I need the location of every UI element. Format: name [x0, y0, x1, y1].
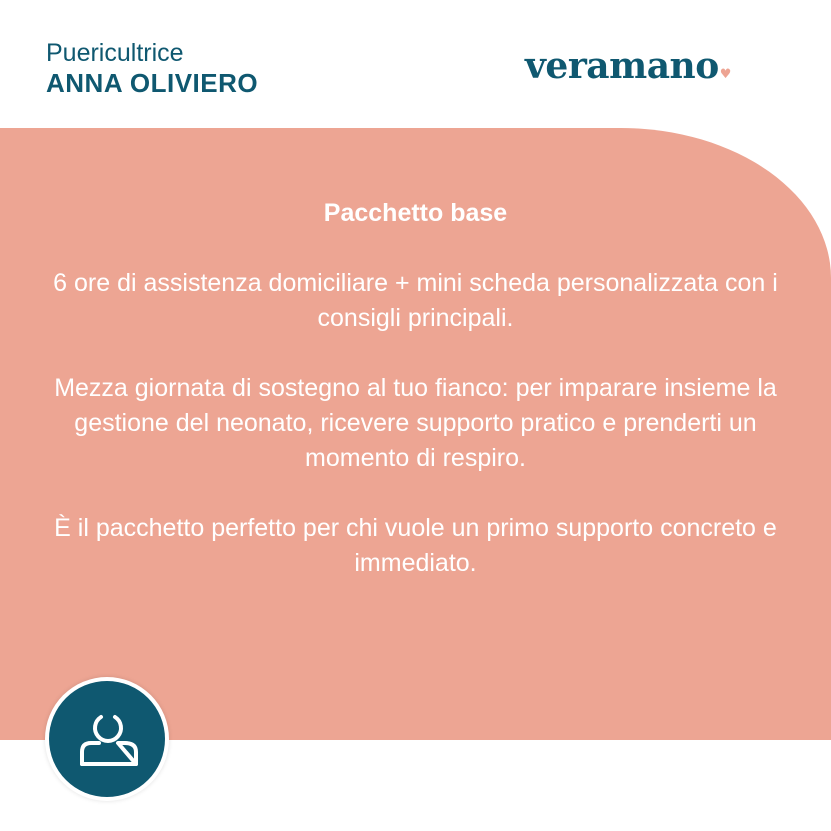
package-title: Pacchetto base	[323, 199, 508, 227]
brand-logo-text: veramano	[525, 45, 719, 87]
avatar	[45, 677, 169, 801]
package-paragraph-3: È il pacchetto perfetto per chi vuole un primo supporto concreto e immediato.	[54, 514, 777, 577]
package-paragraph-2: Mezza giornata di sostegno al tuo fianco: per imparare insieme la gestione del neonato, ricevere supporto pratico e prenderti un momento di respiro.	[54, 374, 777, 472]
package-description	[40, 196, 791, 616]
professional-role: Puericultrice	[46, 39, 184, 67]
brand-logo	[525, 44, 731, 97]
user-icon	[49, 681, 165, 797]
avatar-badge	[49, 681, 165, 797]
package-paragraph-1: 6 ore di assistenza domiciliare + mini scheda personalizzata con i consigli principali.	[53, 269, 778, 332]
header-title	[46, 38, 258, 98]
professional-name: ANNA OLIVIERO	[46, 68, 259, 98]
heart-icon: ♥	[719, 67, 731, 82]
